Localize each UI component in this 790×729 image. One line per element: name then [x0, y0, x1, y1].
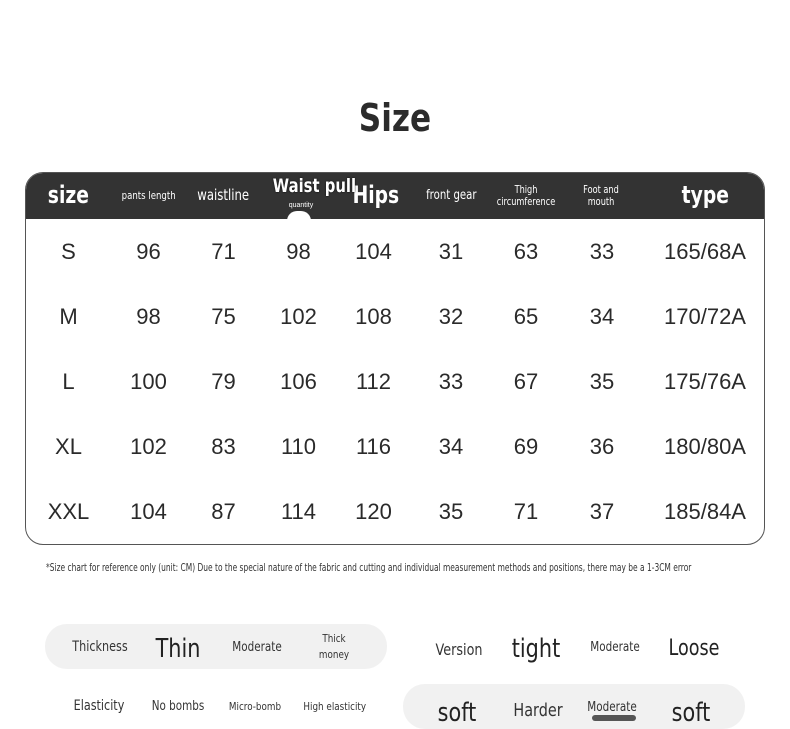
cell-front-gear: 31 — [438, 238, 464, 264]
cell-front-gear: 33 — [438, 368, 464, 394]
cell-waistline: 83 — [211, 433, 236, 459]
cell-type: 185/84A — [664, 498, 746, 524]
version-label: Version — [435, 640, 483, 659]
thickness-label: Thickness — [72, 639, 128, 655]
cell-front-gear: 35 — [438, 498, 464, 524]
header-waist-pull — [261, 173, 357, 219]
elasticity-option-high: High elasticity — [303, 700, 367, 713]
cell-pants-length: 98 — [136, 303, 161, 329]
cell-front-gear: 32 — [438, 303, 464, 329]
header-hips: Hips — [352, 181, 400, 210]
cell-type: 165/68A — [664, 238, 746, 264]
cell-size: XL — [55, 433, 82, 459]
cell-thigh: 63 — [513, 238, 539, 264]
cell-type: 180/80A — [664, 433, 746, 459]
thickness-option-thick: Thick — [322, 632, 346, 645]
softness-option-soft: soft — [437, 698, 477, 728]
elasticity-option-no-bombs: No bombs — [151, 699, 205, 714]
cell-front-gear: 34 — [438, 433, 464, 459]
cell-foot: 36 — [589, 433, 615, 459]
softness-option-moderate: Moderate — [587, 700, 637, 715]
version-option-loose: Loose — [668, 636, 720, 661]
cell-waist-pull: 102 — [280, 303, 317, 329]
cell-waist-pull: 110 — [280, 433, 317, 459]
version-option-tight: tight — [511, 634, 561, 664]
cell-foot: 35 — [589, 368, 615, 394]
cell-pants-length: 104 — [130, 498, 167, 524]
cell-waistline: 79 — [211, 368, 236, 394]
header-pants-length: pants length — [121, 188, 176, 202]
cell-thigh: 65 — [513, 303, 539, 329]
table-row — [26, 284, 765, 349]
page-title: Size — [358, 96, 432, 140]
cell-size: XXL — [47, 498, 90, 524]
cell-size: S — [61, 238, 76, 264]
elasticity-label: Elasticity — [73, 698, 125, 714]
cell-waistline: 75 — [211, 303, 236, 329]
cell-type: 170/72A — [664, 303, 746, 329]
cell-pants-length: 100 — [130, 368, 167, 394]
cell-thigh: 69 — [513, 433, 539, 459]
cell-thigh: 67 — [513, 368, 539, 394]
cell-pants-length: 102 — [130, 433, 167, 459]
cell-waistline: 71 — [211, 238, 236, 264]
thickness-option-money: money — [318, 648, 350, 661]
cell-waist-pull: 114 — [280, 498, 317, 524]
table-row — [26, 349, 765, 414]
thickness-option-moderate: Moderate — [232, 640, 282, 655]
cell-pants-length: 96 — [136, 238, 161, 264]
cell-thigh: 71 — [513, 498, 539, 524]
table-row — [26, 479, 765, 544]
header-waist-pull-sub: quantity — [288, 202, 314, 209]
cell-size: L — [62, 368, 75, 394]
header-thigh: Thigh circumference — [496, 183, 556, 208]
table-header — [26, 173, 765, 219]
version-option-moderate: Moderate — [590, 640, 640, 655]
table-row — [26, 414, 765, 479]
softness-option-soft-2: soft — [671, 698, 711, 728]
cell-foot: 34 — [589, 303, 615, 329]
header-waist-pull-label: Waist pull — [272, 175, 357, 197]
softness-indicator — [592, 715, 636, 721]
cell-hips: 112 — [355, 368, 392, 394]
cell-type: 175/76A — [664, 368, 746, 394]
header-waistline: waistline — [197, 186, 250, 205]
cell-waist-pull: 98 — [286, 238, 311, 264]
cell-hips: 108 — [355, 303, 392, 329]
cell-waist-pull: 106 — [280, 368, 317, 394]
cell-hips: 104 — [355, 238, 392, 264]
header-foot: Foot and mouth — [583, 183, 619, 208]
cell-hips: 120 — [355, 498, 392, 524]
softness-option-harder: Harder — [513, 700, 563, 721]
size-note: *Size chart for reference only (unit: CM) Due to the special nature of the fabric and cutting and individual measurement methods and positions, there may be a 1-3CM error — [46, 561, 692, 574]
header-size: size — [47, 181, 90, 210]
elasticity-option-micro-bomb: Micro-bomb — [228, 700, 282, 713]
size-table — [25, 172, 765, 545]
cell-hips: 116 — [355, 433, 392, 459]
cell-foot: 33 — [589, 238, 615, 264]
header-type: type — [681, 181, 729, 210]
cell-waistline: 87 — [211, 498, 236, 524]
cell-foot: 37 — [589, 498, 615, 524]
header-front-gear: front gear — [425, 187, 477, 203]
cell-size: M — [59, 303, 78, 329]
table-row — [26, 219, 765, 284]
thickness-option-thin: Thin — [155, 634, 201, 664]
